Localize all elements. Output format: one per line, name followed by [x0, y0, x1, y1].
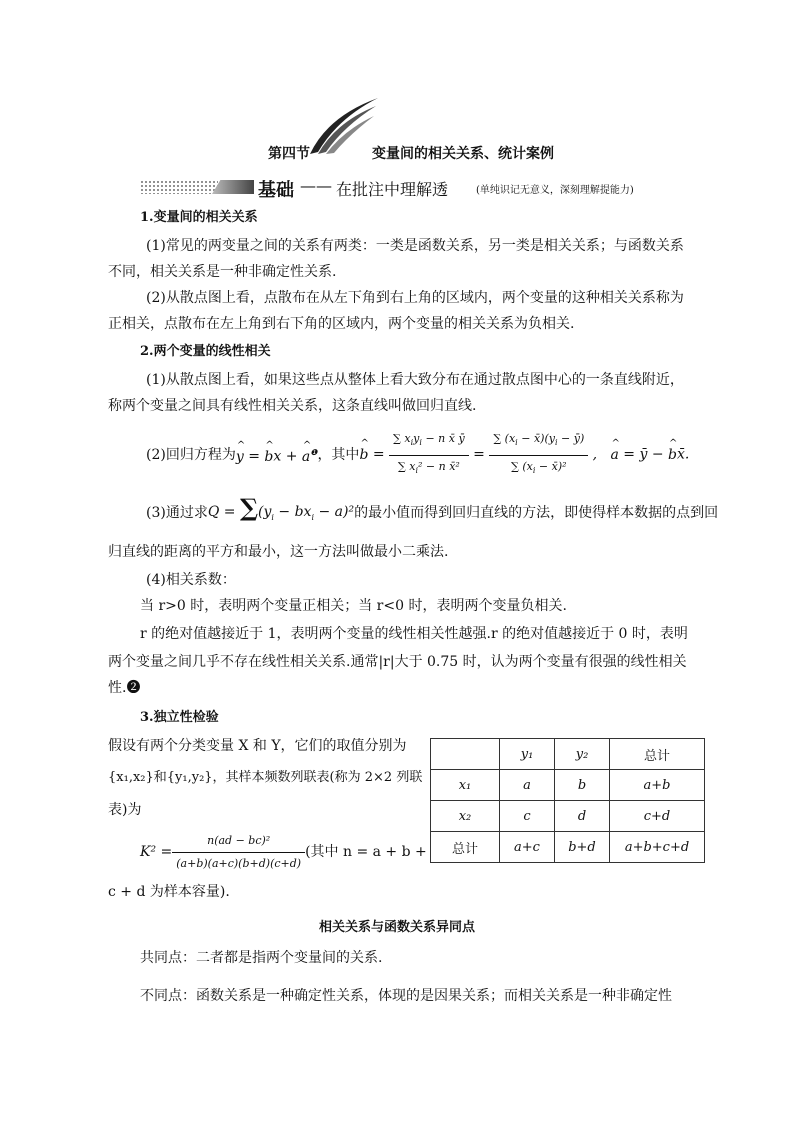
table-cell: c — [500, 801, 555, 832]
table-row — [431, 770, 705, 801]
regression-equation: ^ y = ^ bx + ^ $a^❶$ — [236, 443, 318, 467]
swoosh-logo-icon — [308, 96, 380, 156]
banner — [140, 176, 680, 201]
regression-mid: ，其中 — [317, 447, 360, 463]
least-squares-label: (3)通过求 — [146, 505, 208, 521]
table-cell: a+b+c+d — [610, 832, 705, 863]
s1-p1a: (1)常见的两变量之间的关系有两类：一类是函数关系，另一类是相关关系；与函数关系 — [146, 238, 684, 254]
table-cell: a — [500, 770, 555, 801]
s3-p2: {x₁,x₂}和{y₁,y₂}，其样本频数列联表(称为 2×2 列联 — [108, 770, 423, 785]
s2-p1b: 称两个变量之间具有线性相关关系，这条直线叫做回归直线. — [108, 398, 477, 414]
k2-numerator: n(ad − bc)² — [172, 831, 305, 853]
compare-title: 相关关系与函数关系异同点 — [318, 920, 475, 935]
table-cell: d — [555, 801, 610, 832]
table-cell: b+d — [555, 832, 610, 863]
k2-formula — [140, 832, 427, 872]
k2-denominator: (a+b)(a+c)(b+d)(c+d) — [176, 856, 302, 870]
least-squares-after: 的最小值而得到回归直线的方法，即使得样本数据的点到回 — [354, 505, 719, 521]
table-cell: a+c — [500, 832, 555, 863]
regression-line — [146, 432, 689, 478]
compare-diff: 不同点：函数关系是一种确定性关系，体现的是因果关系；而相关关系是一种非确定性 — [140, 988, 672, 1004]
s2-p4a: 当 r>0 时，表明两个变量正相关；当 r<0 时，表明两个变量负相关. — [140, 598, 567, 614]
s2-p3b: 归直线的距离的平方和最小，这一方法叫做最小二乘法. — [108, 544, 449, 560]
table-cell — [431, 739, 500, 770]
section-title: 变量间的相关关系、统计案例 — [372, 146, 554, 162]
table-cell: x₁ — [431, 770, 500, 801]
k2-fraction — [172, 831, 305, 874]
regression-label: (2)回归方程为 — [146, 447, 236, 463]
s3-p5: c + d 为样本容量). — [108, 884, 230, 900]
table-cell: 总计 — [610, 739, 705, 770]
table-cell: a+b — [610, 770, 705, 801]
banner-dots — [140, 180, 218, 194]
s2-p4: (4)相关系数： — [146, 572, 236, 588]
contingency-table — [430, 738, 705, 863]
table-cell: x₂ — [431, 801, 500, 832]
s2-p1a: (1)从散点图上看，如果这些点从整体上看大致分布在通过散点图中心的一条直线附近， — [146, 372, 684, 388]
section-label: 第四节 — [268, 146, 310, 162]
s2-p4b: r 的绝对值越接近于 1，表明两个变量的线性相关性越强.r 的绝对值越接近于 0 时，表明 — [140, 626, 688, 642]
least-squares-line — [146, 493, 719, 530]
k2-after: (其中 n = a + b + — [305, 844, 427, 860]
s3-p1: 假设有两个分类变量 X 和 Y，它们的取值分别为 — [108, 738, 407, 754]
banner-main: 基础 — [258, 180, 294, 201]
s2-heading: 2.两个变量的线性相关 — [140, 344, 271, 359]
s1-p2b: 正相关，点散布在左上角到右下角的区域内，两个变量的相关关系为负相关. — [108, 316, 575, 332]
b-formula: ^ b = $\frac{\sum x_iy_i - n x̄ ȳ}{\sum x_i^2 - n x̄^2}$ = $\frac{\sum (x_i - x̄)(y_i - ȳ)}{\sum (x_i - x̄)^2}$ , ^ a = ȳ − ^ bx̄. — [359, 429, 689, 480]
table-cell: b — [555, 770, 610, 801]
banner-note: (单纯识记无意义，深刻理解提能力) — [476, 185, 634, 196]
banner-dash: —— — [300, 176, 332, 195]
table-cell: y₂ — [555, 739, 610, 770]
table-header-row — [431, 739, 705, 770]
table-cell: y₁ — [500, 739, 555, 770]
s1-p1b: 不同，相关关系是一种非确定性关系. — [108, 264, 337, 280]
table-cell: 总计 — [431, 832, 500, 863]
s1-heading: 1.变量间的相关关系 — [140, 210, 258, 225]
k2-prefix: K² = — [140, 844, 173, 860]
s2-p4c: 两个变量之间几乎不存在线性相关关系.通常|r|大于 0.75 时，认为两个变量有很强的线性相关 — [108, 654, 687, 670]
q-formula: $Q = \sum(y_i - bx_i - a)^2$ — [207, 493, 355, 523]
banner-bar — [212, 180, 254, 194]
table-row — [431, 801, 705, 832]
s2-p4d: 性.❷ — [108, 680, 141, 696]
banner-sub: 在批注中理解透 — [336, 180, 449, 199]
s1-p2a: (2)从散点图上看，点散布在从左下角到右上角的区域内，两个变量的这种相关关系称为 — [146, 290, 684, 306]
s3-heading: 3.独立性检验 — [140, 710, 219, 725]
s3-p3: 表)为 — [108, 802, 142, 818]
compare-same: 共同点：二者都是指两个变量间的关系. — [140, 950, 383, 966]
table-row — [431, 832, 705, 863]
table-cell: c+d — [610, 801, 705, 832]
